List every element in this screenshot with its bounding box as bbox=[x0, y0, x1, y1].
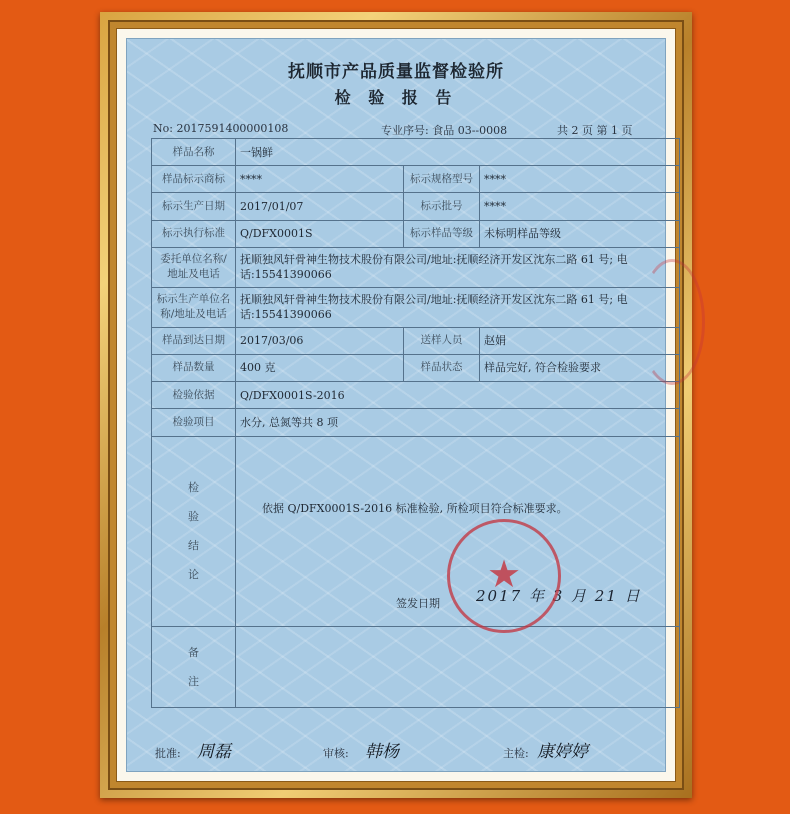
sample-name-value: 一锅鲜 bbox=[236, 139, 680, 166]
conclusion-label-char: 检 bbox=[188, 481, 199, 495]
picture-frame bbox=[100, 12, 692, 798]
standard-label: 标示执行标准 bbox=[152, 220, 236, 247]
table-row bbox=[152, 139, 680, 166]
producer-label: 标示生产单位名称/地址及电话 bbox=[152, 287, 236, 327]
producer-value: 抚顺独风轩骨神生物技术股份有限公司/地址:抚顺经济开发区沈东二路 61 号; 电话:15541390066 bbox=[236, 287, 680, 327]
conclusion-label-char: 论 bbox=[188, 568, 199, 582]
remarks-value bbox=[236, 627, 680, 708]
arrival-label: 样品到达日期 bbox=[152, 327, 236, 354]
sender-value: 赵娟 bbox=[480, 327, 680, 354]
review-label: 审核: bbox=[323, 747, 349, 760]
trademark-label: 样品标示商标 bbox=[152, 166, 236, 193]
batch-label: 标示批号 bbox=[404, 193, 480, 220]
spec-value: **** bbox=[480, 166, 680, 193]
prod-date-value: 2017/01/07 bbox=[236, 193, 404, 220]
items-value: 水分, 总氮等共 8 项 bbox=[236, 409, 680, 436]
quantity-value: 400 克 bbox=[236, 354, 404, 381]
approve-label: 批准: bbox=[155, 747, 181, 760]
issue-date-label: 签发日期 bbox=[396, 596, 440, 610]
standard-value: Q/DFX0001S bbox=[236, 220, 404, 247]
seal-star-icon: ★ bbox=[486, 552, 522, 596]
state-value: 样品完好, 符合检验要求 bbox=[480, 354, 680, 381]
arrival-value: 2017/03/06 bbox=[236, 327, 404, 354]
table-row bbox=[152, 287, 680, 327]
conclusion-label-char: 结 bbox=[188, 539, 199, 553]
table-row bbox=[152, 220, 680, 247]
table-row bbox=[152, 327, 680, 354]
table-row bbox=[152, 436, 680, 627]
report-table bbox=[151, 138, 680, 708]
issue-date: 2017 年 3 月 21 日 bbox=[476, 586, 642, 605]
professional-number: 专业序号: 食品 03--0008 bbox=[381, 124, 508, 137]
partial-seal bbox=[639, 259, 705, 385]
sample-name-label: 样品名称 bbox=[152, 139, 236, 166]
conclusion-label bbox=[152, 436, 236, 627]
table-row bbox=[152, 409, 680, 436]
inspect-label: 主检: bbox=[503, 747, 529, 760]
report-number: No: 2017591400000108 bbox=[153, 122, 289, 135]
remarks-label-char: 注 bbox=[188, 675, 199, 689]
trademark-value: **** bbox=[236, 166, 404, 193]
conclusion-text: 依据 Q/DFX0001S-2016 标准检验, 所检项目符合标准要求。 bbox=[262, 501, 568, 515]
table-row bbox=[152, 193, 680, 220]
report-paper bbox=[126, 38, 666, 772]
approve-signature: 周磊 bbox=[197, 742, 231, 762]
review-signature: 韩杨 bbox=[365, 742, 399, 762]
prod-date-label: 标示生产日期 bbox=[152, 193, 236, 220]
grade-label: 标示样品等级 bbox=[404, 220, 480, 247]
frame-mat bbox=[116, 28, 676, 782]
sender-label: 送样人员 bbox=[404, 327, 480, 354]
basis-label: 检验依据 bbox=[152, 382, 236, 409]
table-row bbox=[152, 354, 680, 381]
remarks-label-char: 备 bbox=[188, 646, 199, 660]
table-row bbox=[152, 166, 680, 193]
table-row bbox=[152, 382, 680, 409]
client-label: 委托单位名称/地址及电话 bbox=[152, 247, 236, 287]
table-row bbox=[152, 627, 680, 708]
inspect-signature: 康婷婷 bbox=[537, 742, 588, 762]
grade-value: 未标明样品等级 bbox=[480, 220, 680, 247]
table-row bbox=[152, 247, 680, 287]
items-label: 检验项目 bbox=[152, 409, 236, 436]
official-seal bbox=[447, 519, 561, 633]
conclusion-label-char: 验 bbox=[188, 510, 199, 524]
page-info: 共 2 页 第 1 页 bbox=[557, 124, 633, 137]
spec-label: 标示规格型号 bbox=[404, 166, 480, 193]
institute-title: 抚顺市产品质量监督检验所 bbox=[288, 62, 504, 82]
quantity-label: 样品数量 bbox=[152, 354, 236, 381]
state-label: 样品状态 bbox=[404, 354, 480, 381]
report-title: 检 验 报 告 bbox=[334, 88, 458, 107]
frame-inner bbox=[108, 20, 684, 790]
basis-value: Q/DFX0001S-2016 bbox=[236, 382, 680, 409]
batch-value: **** bbox=[480, 193, 680, 220]
remarks-label bbox=[152, 627, 236, 708]
client-value: 抚顺独风轩骨神生物技术股份有限公司/地址:抚顺经济开发区沈东二路 61 号; 电话:15541390066 bbox=[236, 247, 680, 287]
